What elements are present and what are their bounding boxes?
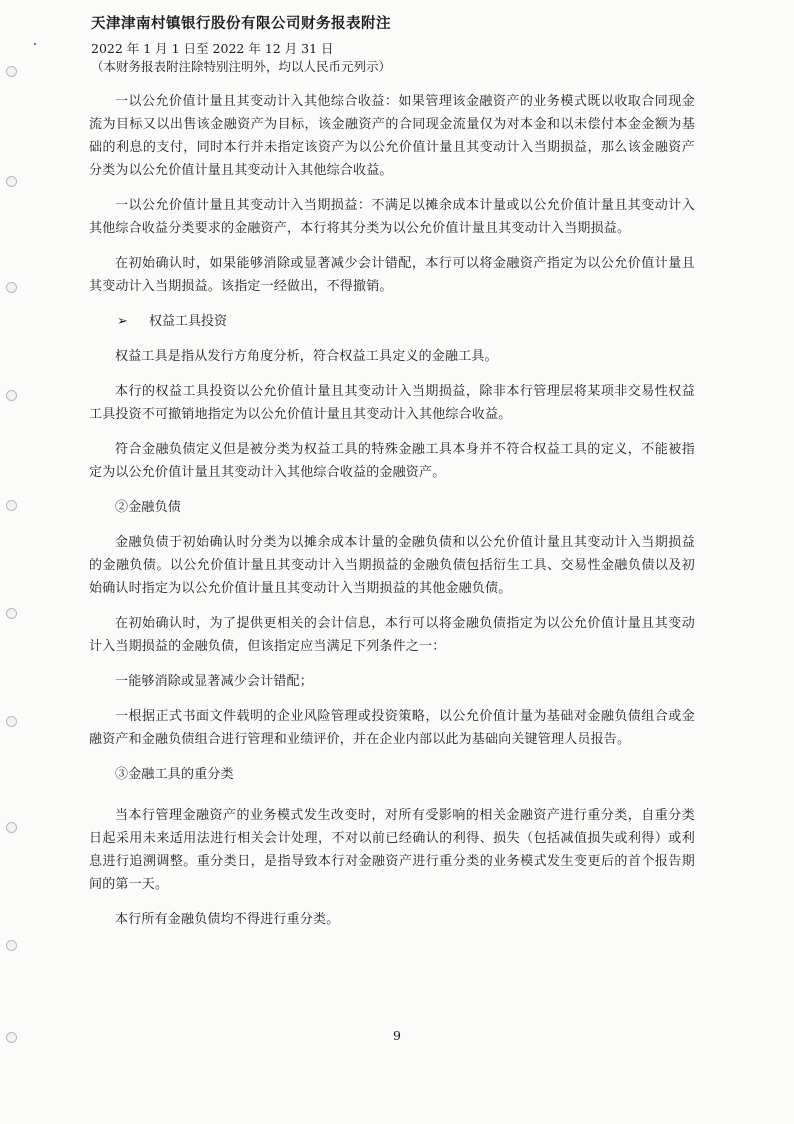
- document-body: [89, 90, 695, 943]
- binding-hole: [6, 390, 17, 401]
- binding-hole: [6, 608, 17, 619]
- binding-hole: [6, 940, 17, 951]
- paragraph: 本行的权益工具投资以公允价值计量且其变动计入当期损益，除非本行管理层将某项非交易性权益工具投资不可撤销地指定为以公允价值计量且其变动计入其他综合收益。: [89, 384, 695, 422]
- arrow-bullet-icon: ➢: [117, 314, 128, 329]
- paragraph: 金融负债于初始确认时分类为以摊余成本计量的金融负债和以公允价值计量且其变动计入当期损益的金融负债。以公允价值计量且其变动计入当期损益的金融负债包括衍生工具、交易性金融负债以及初始确认时指定为以公允价值计量且其变动计入当期损益的其他金融负债。: [89, 535, 695, 596]
- report-period: 2022 年 1 月 1 日至 2022 年 12 月 31 日: [91, 41, 334, 56]
- currency-note: （本财务报表附注除特别注明外，均以人民币元列示）: [91, 59, 392, 74]
- page-number: 9: [393, 1028, 401, 1043]
- paragraph: 在初始确认时，为了提供更相关的会计信息，本行可以将金融负债指定为以公允价值计量且其变动计入当期损益的金融负债，但该指定应当满足下列条件之一：: [89, 616, 695, 654]
- binding-hole: [6, 716, 17, 727]
- page-header: [91, 14, 711, 75]
- paragraph: 符合金融负债定义但是被分类为权益工具的特殊金融工具本身并不符合权益工具的定义，不能被指定为以公允价值计量且其变动计入其他综合收益的金融资产。: [89, 442, 695, 480]
- binding-hole: [6, 66, 17, 77]
- binding-hole: [6, 176, 17, 187]
- paragraph: 在初始确认时，如果能够消除或显著减少会计错配，本行可以将金融资产指定为以公允价值计量且其变动计入当期损益。该指定一经做出，不得撤销。: [89, 256, 695, 294]
- binding-hole: [6, 822, 17, 833]
- binding-hole: [6, 500, 17, 511]
- binding-hole: [6, 282, 17, 293]
- paragraph: 当本行管理金融资产的业务模式发生改变时，对所有受影响的相关金融资产进行重分类，自重分类日起采用未来适用法进行相关会计处理，不对以前已经确认的利得、损失（包括减值损失或利得）或利息进行追溯调整。重分类日，是指导致本行对金融资产进行重分类的业务模式发生变更后的首个报告期间的第一天。: [89, 808, 695, 892]
- paragraph: 一以公允价值计量且其变动计入其他综合收益：如果管理该金融资产的业务模式既以收取合同现金流为目标又以出售该金融资产为目标，该金融资产的合同现金流量仅为对本金和以未偿付本金金额为基础的利息的支付，同时本行并未指定该资产为以公允价值计量且其变动计入当期损益，那么该金融资产分类为以公允价值计量且其变动计入其他综合收益。: [89, 94, 695, 178]
- section-heading: ②金融负债: [115, 500, 182, 515]
- section-heading: ③金融工具的重分类: [115, 767, 234, 782]
- paragraph: 本行所有金融负债均不得进行重分类。: [115, 912, 340, 927]
- paragraph: 权益工具是指从发行方角度分析，符合权益工具定义的金融工具。: [115, 349, 498, 364]
- report-title: 天津津南村镇银行股份有限公司财务报表附注: [91, 15, 391, 32]
- bullet-heading: [89, 310, 695, 333]
- paragraph: 一以公允价值计量且其变动计入当期损益：不满足以摊余成本计量或以公允价值计量且其变动计入其他综合收益分类要求的金融资产，本行将其分类为以公允价值计量且其变动计入当期损益。: [89, 198, 695, 236]
- bullet-heading-text: 权益工具投资: [149, 314, 228, 329]
- paragraph: 一能够消除或显著减少会计错配；: [115, 674, 314, 689]
- scan-speck: [34, 43, 36, 45]
- paragraph: 一根据正式书面文件载明的企业风险管理或投资策略，以公允价值计量为基础对金融负债组合或金融资产和金融负债组合进行管理和业绩评价，并在企业内部以此为基础向关键管理人员报告。: [89, 709, 695, 747]
